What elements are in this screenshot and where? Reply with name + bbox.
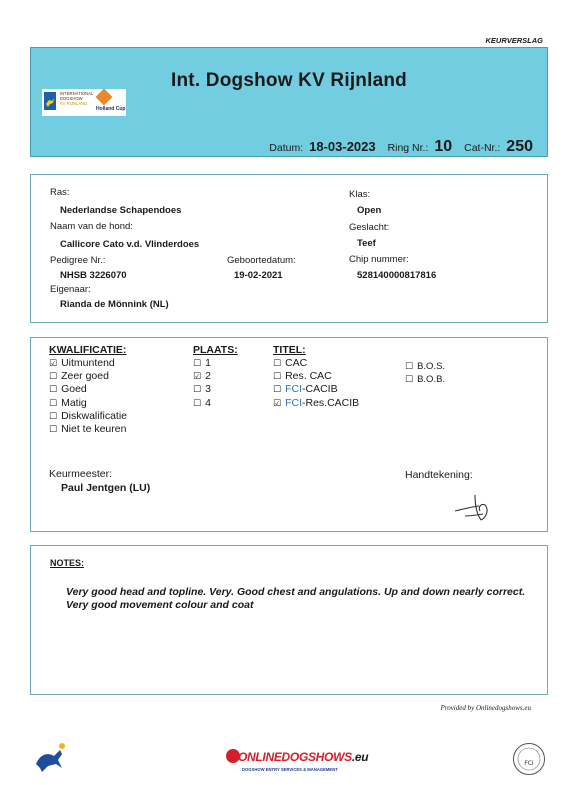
ring-value: 10 [434, 138, 453, 155]
chip-value: 528140000817816 [357, 270, 437, 281]
geboorte-label: Geboortedatum: [227, 255, 296, 266]
datum-value: 18-03-2023 [309, 139, 376, 154]
cat-label: Cat-Nr.: [464, 142, 501, 154]
provided-by-text: Provided by Onlinedogshows.eu [440, 704, 531, 712]
holland-cup-text: Holland Cup [96, 106, 126, 112]
titel-option-res-cac[interactable]: ☐ Res. CAC [273, 370, 332, 383]
kwal-option-matig[interactable]: ☐ Matig [49, 396, 87, 409]
geboorte-value: 19-02-2021 [234, 270, 283, 281]
naam-label: Naam van de hond: [50, 221, 133, 232]
kwal-option-goed[interactable]: ☐ Goed [49, 383, 87, 396]
plaats-option-2[interactable]: ☑ 2 [193, 370, 211, 383]
best-group [405, 360, 445, 386]
onlinedogshows-logo: ONLINEDOGSHOWS.eu DOGSHOW ENTRY SERVICES & MANAGEMENT [226, 747, 356, 781]
kwal-option-uitmuntend[interactable]: ☑ Uitmuntend [49, 357, 115, 369]
checkbox-icon[interactable]: ☐ [49, 385, 58, 396]
checkbox-icon[interactable]: ☐ [49, 424, 58, 435]
checkbox-checked-icon[interactable]: ☑ [273, 398, 282, 409]
ras-label: Ras: [50, 187, 70, 198]
plaats-option-1[interactable]: ☐ 1 [193, 357, 211, 369]
plaats-group [193, 344, 238, 410]
show-logo [42, 89, 126, 116]
checkbox-icon[interactable]: ☐ [405, 375, 414, 386]
best-option-bob[interactable]: ☐ B.O.B. [405, 374, 446, 386]
datum-label: Datum: [269, 142, 304, 154]
eigenaar-label: Eigenaar: [50, 284, 91, 295]
titel-group [273, 344, 359, 410]
pedigree-value: NHSB 3226070 [60, 270, 127, 281]
checkbox-checked-icon[interactable]: ☑ [49, 359, 58, 369]
checkbox-icon[interactable]: ☐ [273, 372, 282, 383]
notes-panel [30, 545, 548, 695]
show-meta-row [269, 138, 533, 156]
running-dog-logo-icon [44, 92, 56, 110]
kwalificatie-heading: KWALIFICATIE: [49, 344, 127, 356]
logo-text: INTERNATIONAL DOGSHOW KV RIJNLAND [60, 91, 94, 106]
eigenaar-value: Rianda de Mönnink (NL) [60, 299, 169, 310]
kwal-option-niet-te-keuren[interactable]: ☐ Niet te keuren [49, 422, 127, 435]
checkbox-icon[interactable]: ☐ [193, 359, 202, 369]
keurmeester-value: Paul Jentgen (LU) [61, 482, 151, 494]
notes-text: Very good head and topline. Very. Good chest and angulations. Up and down nearly correct. Very good movement colour and coat [66, 586, 526, 611]
running-dog-icon [32, 740, 68, 774]
checkbox-icon[interactable]: ☐ [193, 385, 202, 396]
kwal-option-diskwalificatie[interactable]: ☐ Diskwalificatie [49, 409, 128, 422]
ods-tagline: DOGSHOW ENTRY SERVICES & MANAGEMENT [242, 767, 338, 772]
titel-option-fci-res-cacib[interactable]: ☑ FCI-Res.CACIB [273, 396, 360, 409]
checkbox-icon[interactable]: ☐ [49, 398, 58, 409]
pedigree-label: Pedigree Nr.: [50, 255, 106, 266]
holland-cup-logo-icon [96, 89, 113, 106]
dog-details-panel [30, 174, 548, 323]
cat-value: 250 [506, 138, 533, 155]
show-title: Int. Dogshow KV Rijnland [171, 70, 407, 91]
notes-title: NOTES: [50, 558, 85, 568]
judge-signature [445, 489, 509, 525]
plaats-heading: PLAATS: [193, 344, 238, 356]
ras-value: Nederlandse Schapendoes [60, 205, 182, 216]
checkbox-icon[interactable]: ☐ [273, 385, 282, 396]
checkbox-icon[interactable]: ☐ [49, 411, 58, 422]
klas-label: Klas: [349, 189, 371, 200]
titel-heading: TITEL: [273, 344, 306, 356]
checkbox-icon[interactable]: ☐ [405, 362, 414, 372]
titel-option-fci-cacib[interactable]: ☐ FCI-CACIB [273, 383, 338, 396]
klas-value: Open [357, 205, 382, 216]
plaats-option-3[interactable]: ☐ 3 [193, 383, 211, 396]
ring-label: Ring Nr.: [387, 142, 429, 154]
chip-label: Chip nummer: [349, 254, 409, 265]
report-type-label: KEURVERSLAG [485, 36, 543, 45]
naam-value: Callicore Cato v.d. Vlinderdoes [60, 239, 200, 250]
handtekening-label: Handtekening: [405, 469, 473, 481]
checkbox-icon[interactable]: ☐ [49, 372, 58, 383]
geslacht-label: Geslacht: [349, 222, 390, 233]
checkbox-icon[interactable]: ☐ [273, 359, 282, 369]
fci-seal-icon [512, 742, 546, 776]
kwalificatie-group [49, 344, 127, 436]
checkbox-icon[interactable]: ☐ [193, 398, 202, 409]
svg-text:FCI: FCI [524, 760, 534, 767]
geslacht-value: Teef [357, 238, 376, 249]
checkbox-checked-icon[interactable]: ☑ [193, 372, 202, 383]
header-banner [30, 47, 548, 157]
keurmeester-label: Keurmeester: [49, 468, 113, 480]
kwal-option-zeer-goed[interactable]: ☐ Zeer goed [49, 370, 109, 383]
best-option-bos[interactable]: ☐ B.O.S. [405, 361, 446, 372]
titel-option-cac[interactable]: ☐ CAC [273, 357, 308, 369]
plaats-option-4[interactable]: ☐ 4 [193, 396, 211, 409]
